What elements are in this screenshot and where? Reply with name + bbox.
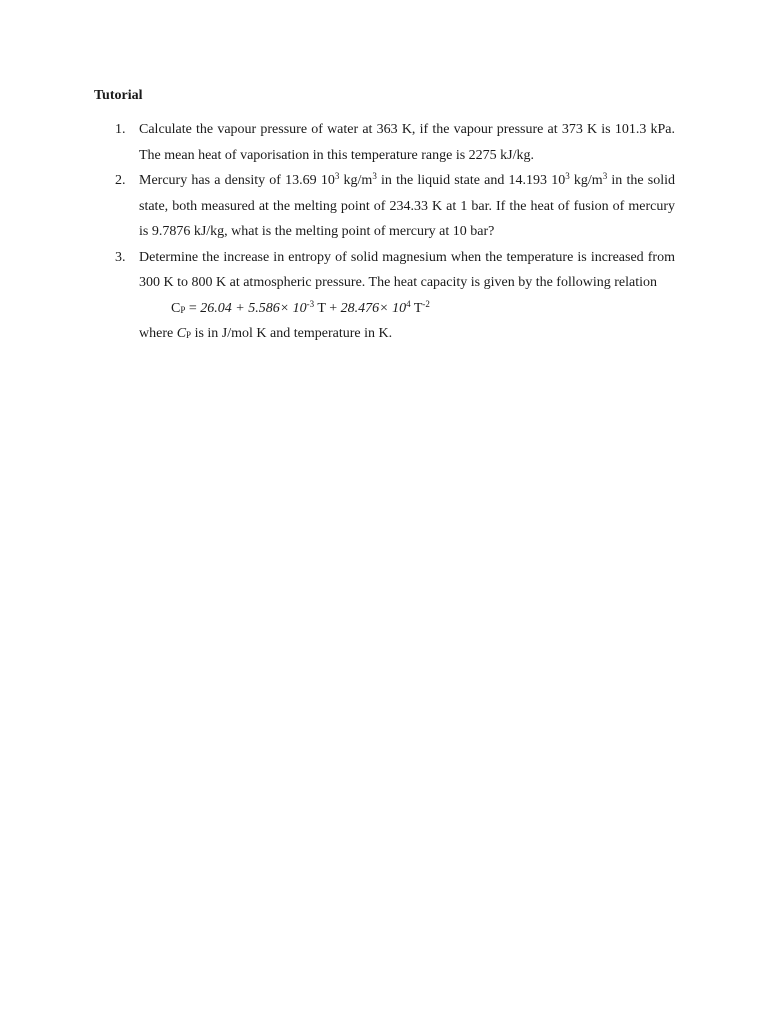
text-run: is in J/mol K and temperature in K. bbox=[191, 326, 393, 341]
question-item-3 bbox=[115, 245, 675, 347]
symbol-c: C bbox=[176, 326, 187, 341]
formula-term: T bbox=[410, 300, 423, 316]
heat-capacity-formula bbox=[139, 296, 675, 322]
exponent: -2 bbox=[422, 298, 430, 309]
text-run: kg/m bbox=[339, 173, 373, 188]
formula-term: 26.04 + 5.586× 10 bbox=[200, 300, 307, 316]
exponent: 3 bbox=[372, 171, 377, 181]
formula-term: 28.476× 10 bbox=[340, 300, 407, 316]
question-item-1 bbox=[115, 117, 675, 168]
text-run: in the solid state, both measured at the melting point of 234.33 K at 1 bar. If the heat of fusion of mercury is 9.7876 kJ/kg, what is the melting point of mercury at 10 bar? bbox=[139, 173, 676, 239]
text-run: in the liquid state and 14.193 10 bbox=[376, 173, 566, 188]
formula-equals: = bbox=[185, 300, 201, 316]
document-title: Tutorial bbox=[94, 88, 143, 103]
text-run: Mercury has a density of 13.69 10 bbox=[139, 173, 335, 188]
question-number: 3. bbox=[115, 249, 126, 265]
question-number: 2. bbox=[115, 173, 126, 188]
question-text: Determine the increase in entropy of solid magnesium when the temperature is increased from 300 K to 800 K at atmospheric pressure. The heat capacity is given by the following relation bbox=[139, 249, 675, 290]
symbol-subscript: P bbox=[186, 330, 192, 340]
question-list bbox=[115, 117, 675, 347]
question-number: 1. bbox=[115, 122, 126, 137]
formula-subscript: P bbox=[180, 304, 186, 315]
exponent: 3 bbox=[602, 171, 608, 181]
formula-term: T + bbox=[314, 300, 341, 316]
text-run: kg/m bbox=[569, 173, 603, 188]
question-text bbox=[139, 168, 675, 245]
formula-lhs: C bbox=[171, 300, 181, 316]
question-item-2 bbox=[115, 168, 675, 245]
exponent: 4 bbox=[406, 298, 411, 309]
exponent: -3 bbox=[306, 298, 315, 309]
text-run: where bbox=[139, 326, 177, 341]
question-text: Calculate the vapour pressure of water at 363 K, if the vapour pressure at 373 K is 101.3 kPa. The mean heat of vaporisation in this temperature range is 2275 kJ/kg. bbox=[139, 122, 675, 163]
exponent: 3 bbox=[334, 171, 340, 181]
formula-explanation bbox=[139, 321, 675, 347]
exponent: 3 bbox=[565, 171, 570, 181]
